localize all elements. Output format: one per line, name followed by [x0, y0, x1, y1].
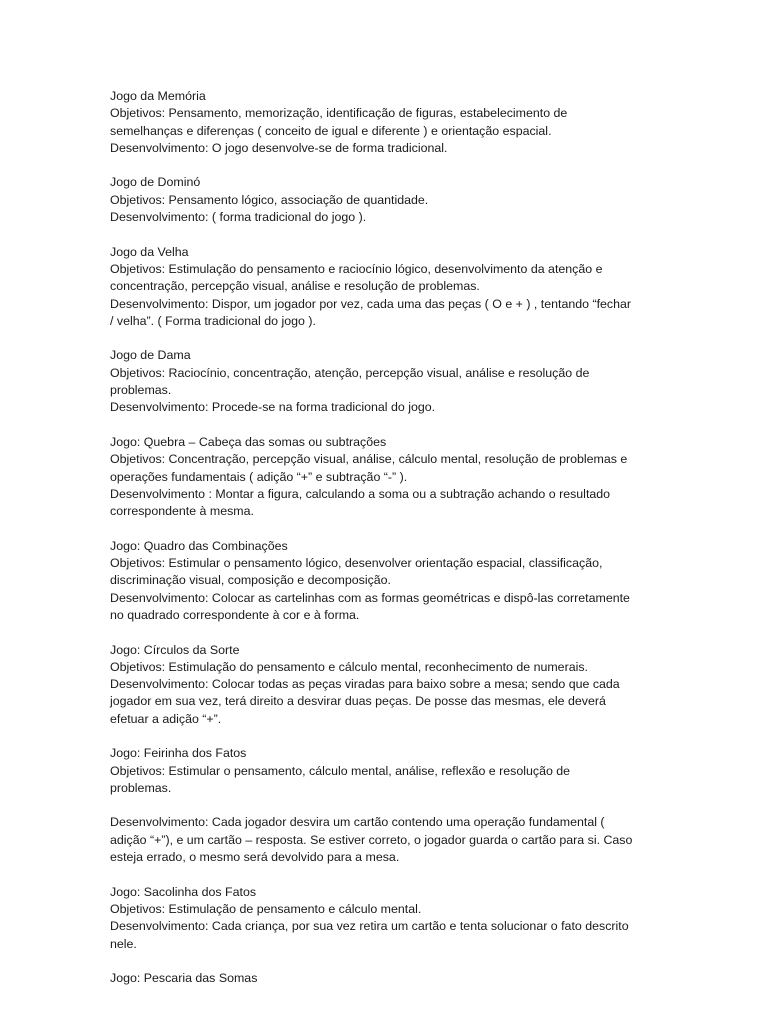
section-title: Jogo: Círculos da Sorte	[110, 642, 240, 657]
objectives-line: Objetivos: Estimular o pensamento lógico, desenvolver orientação espacial, classificação,	[110, 556, 603, 571]
objectives-line: Objetivos: Pensamento lógico, associação de quantidade.	[110, 192, 429, 207]
text-line: jogador em sua vez, terá direito a desvirar duas peças. De posse das mesmas, ele deverá	[110, 694, 606, 709]
section-title: Jogo de Dama	[110, 348, 191, 363]
game-section	[110, 538, 670, 624]
section-title: Jogo de Dominó	[110, 175, 201, 190]
text-line: correspondente à mesma.	[110, 504, 254, 519]
section-title: Jogo: Pescaria das Somas	[110, 971, 258, 986]
section-title: Jogo da Memória	[110, 89, 206, 103]
text-line: no quadrado correspondente à cor e à forma.	[110, 607, 360, 622]
game-section	[110, 347, 670, 416]
objectives-line: Objetivos: Estimulação do pensamento e cálculo mental, reconhecimento de numerais.	[110, 659, 588, 674]
development-line: Desenvolvimento: ( forma tradicional do jogo ).	[110, 210, 367, 225]
game-section	[110, 970, 670, 987]
text-line: nele.	[110, 936, 137, 951]
section-title: Jogo da Velha	[110, 244, 189, 259]
development-line: Desenvolvimento: Cada criança, por sua vez retira um cartão e tenta solucionar o fato descrito	[110, 919, 629, 934]
text-line: concentração, percepção visual, análise e resolução de problemas.	[110, 279, 480, 294]
section-title: Jogo: Quadro das Combinações	[110, 538, 288, 553]
game-section	[110, 434, 670, 520]
section-title: Jogo: Feirinha dos Fatos	[110, 746, 247, 761]
text-line: operações fundamentais ( adição “+” e subtração “-” ).	[110, 469, 408, 484]
section-title: Jogo: Sacolinha dos Fatos	[110, 884, 257, 899]
development-line: Desenvolvimento: Dispor, um jogador por vez, cada uma das peças ( O e + ) , tentando “fechar	[110, 296, 632, 311]
text-line: problemas.	[110, 383, 172, 398]
game-section	[110, 884, 670, 953]
development-line: Desenvolvimento: O jogo desenvolve-se de forma tradicional.	[110, 140, 448, 155]
game-section	[110, 745, 670, 866]
objectives-line: Objetivos: Estimulação do pensamento e raciocínio lógico, desenvolvimento da atenção e	[110, 261, 603, 276]
objectives-line: Objetivos: Raciocínio, concentração, atenção, percepção visual, análise e resolução de	[110, 365, 590, 380]
text-line: esteja errado, o mesmo será devolvido para a mesa.	[110, 850, 400, 865]
game-section	[110, 88, 670, 157]
development-line: Desenvolvimento : Montar a figura, calculando a soma ou a subtração achando o resultado	[110, 486, 611, 501]
text-line: efetuar a adição “+”.	[110, 711, 222, 726]
game-section	[110, 244, 670, 330]
objectives-line: Objetivos: Pensamento, memorização, identificação de figuras, estabelecimento de	[110, 106, 568, 121]
objectives-line: Objetivos: Concentração, percepção visual, análise, cálculo mental, resolução de problemas e	[110, 452, 628, 467]
text-line: / velha”. ( Forma tradicional do jogo ).	[110, 313, 316, 328]
development-line: Desenvolvimento: Colocar todas as peças viradas para baixo sobre a mesa; sendo que cada	[110, 677, 620, 692]
objectives-line: Objetivos: Estimular o pensamento, cálculo mental, análise, reflexão e resolução de	[110, 763, 571, 778]
text-line: adição “+”), e um cartão – resposta. Se estiver correto, o jogador guarda o cartão para si. Caso	[110, 832, 633, 847]
development-line: Desenvolvimento: Colocar as cartelinhas com as formas geométricas e dispô-las corretamente	[110, 590, 630, 605]
development-line: Desenvolvimento: Cada jogador desvira um cartão contendo uma operação fundamental (	[110, 815, 605, 830]
blank-line	[110, 797, 670, 814]
game-section	[110, 642, 670, 728]
text-line: semelhanças e diferenças ( conceito de igual e diferente ) e orientação espacial.	[110, 123, 552, 138]
game-section	[110, 174, 670, 226]
development-line: Desenvolvimento: Procede-se na forma tradicional do jogo.	[110, 400, 436, 415]
text-line: discriminação visual, composição e decomposição.	[110, 573, 391, 588]
text-line: problemas.	[110, 780, 172, 795]
objectives-line: Objetivos: Estimulação de pensamento e cálculo mental.	[110, 901, 422, 916]
document-page	[110, 88, 670, 1005]
section-title: Jogo: Quebra – Cabeça das somas ou subtrações	[110, 434, 387, 449]
